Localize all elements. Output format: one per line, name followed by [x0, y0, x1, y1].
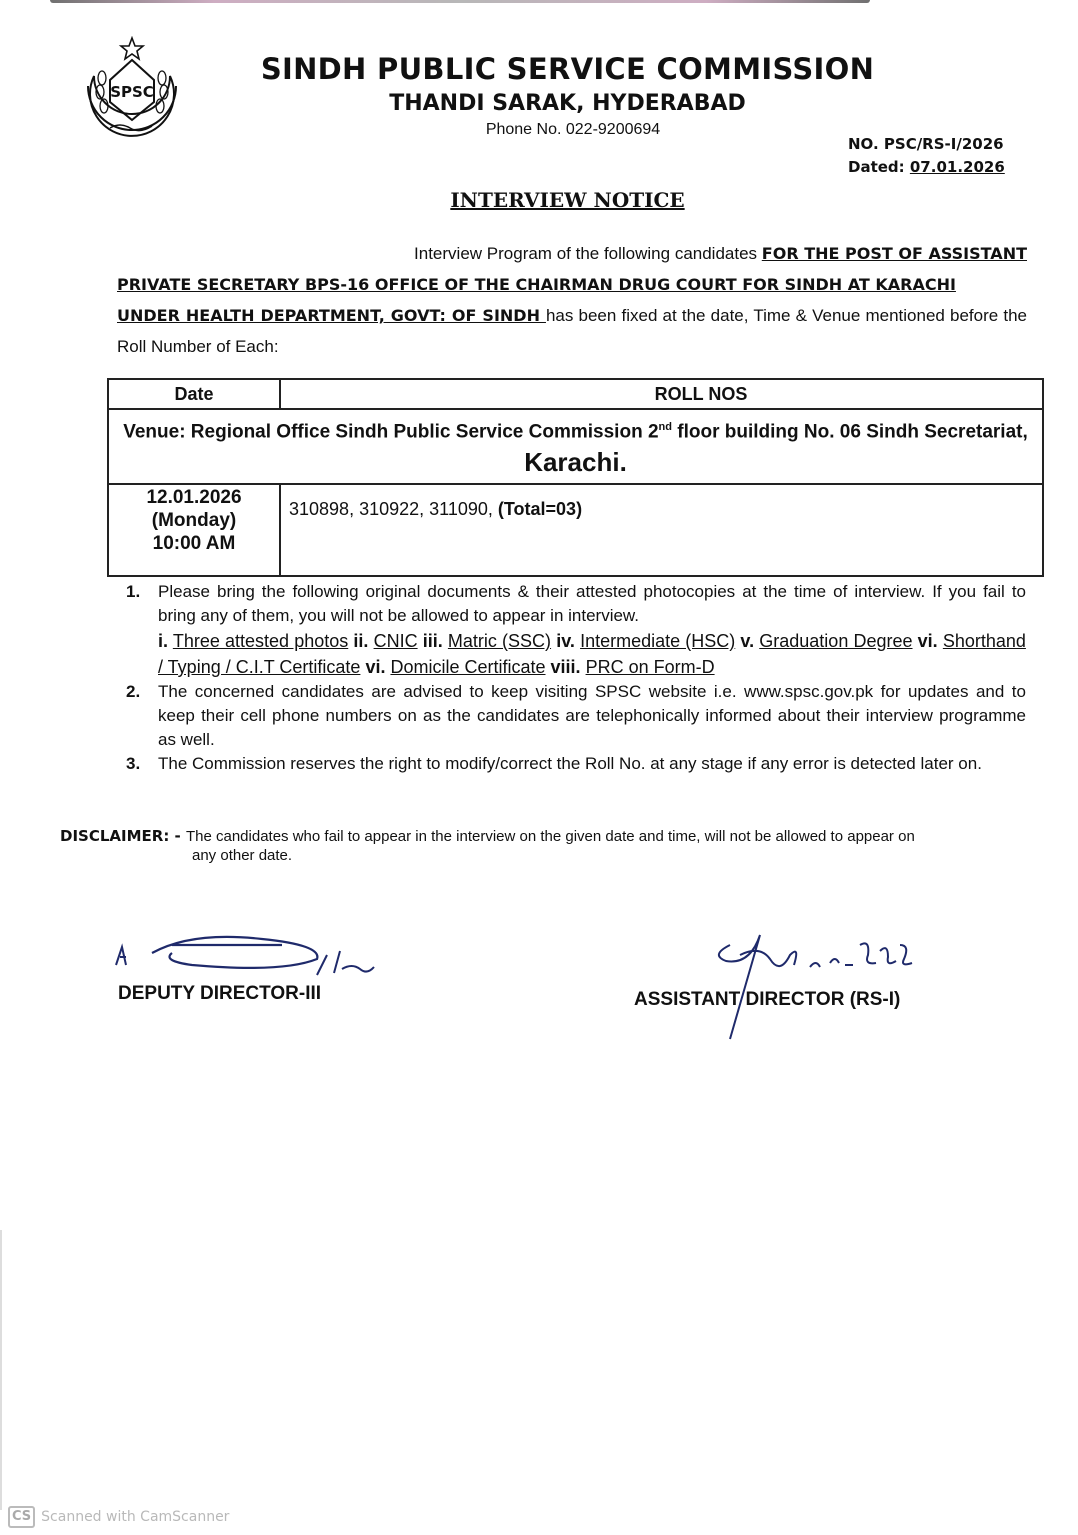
doc-label: CNIC	[373, 631, 418, 651]
doc-label: Graduation Degree	[759, 631, 913, 651]
reference-number: NO. PSC/RS-I/2026	[848, 135, 1004, 153]
deputy-director-title: DEPUTY DIRECTOR-III	[118, 983, 322, 1004]
deputy-director-signature-icon	[112, 925, 412, 985]
interview-time: 10:00 AM	[152, 533, 236, 555]
post-title-part1: FOR THE POST OF ASSISTANT	[761, 244, 1027, 263]
disclaimer-text: The candidates who fail to appear in the interview on the given date and time, will not be allowed to appear on	[185, 828, 915, 845]
roll-total: (Total=03)	[497, 499, 583, 520]
doc-marker: vi.	[365, 657, 386, 677]
disclaimer	[60, 827, 990, 865]
doc-label: Shorthand / Typing / C.I.T Certificate	[158, 631, 1026, 677]
instruction-item	[126, 580, 1026, 680]
camscanner-logo-icon: CS	[8, 1506, 35, 1528]
svg-text:SPSC: SPSC	[110, 83, 154, 101]
reference-block	[848, 133, 1005, 179]
instruction-number: 2.	[126, 682, 141, 701]
camscanner-watermark	[8, 1506, 229, 1528]
instructions-list	[126, 580, 1026, 776]
dated-value: 07.01.2026	[909, 158, 1005, 176]
doc-label: Matric (SSC)	[447, 631, 552, 651]
venue-cell	[108, 409, 1043, 484]
assistant-director-title: ASSISTANT DIRECTOR (RS-I)	[634, 989, 901, 1010]
doc-label: Three attested photos	[172, 631, 349, 651]
instruction-text: Please bring the following original documents & their attested photocopies at the time of interview. If you fail to bring any of them, you will not be allowed to appear in interview.	[158, 582, 1026, 625]
date-cell	[108, 484, 280, 576]
disclaimer-text-cont: any other date.	[192, 847, 293, 864]
scan-edge-artifact	[50, 0, 870, 3]
table-row	[108, 484, 1043, 576]
header-date: Date	[108, 379, 280, 409]
dated-label: Dated:	[848, 158, 910, 176]
post-title-part2: PRIVATE SECRETARY BPS-16 OFFICE OF THE CHAIRMAN DRUG COURT FOR SINDH AT KARACHI	[117, 275, 956, 294]
commission-address: THANDI SARAK, HYDERABAD	[389, 91, 746, 116]
interview-schedule-table	[107, 378, 1044, 577]
intro-tail-text: has been fixed at the date, Time & Venue mentioned before the Roll Number of Each:	[117, 306, 1027, 356]
doc-marker: iii.	[422, 631, 443, 651]
table-header-row	[108, 379, 1043, 409]
intro-lead-line	[117, 238, 1027, 269]
roll-numbers: 310898, 310922, 311090,	[289, 499, 498, 520]
instruction-text: The Commission reserves the right to modify/correct the Roll No. at any stage if any error is detected later on.	[158, 754, 982, 773]
documents-list	[158, 628, 1026, 680]
doc-marker: v.	[740, 631, 755, 651]
instruction-item	[126, 752, 1026, 776]
camscanner-text: Scanned with CamScanner	[41, 1509, 230, 1525]
instruction-number: 3.	[126, 754, 141, 773]
interview-date: 12.01.2026	[146, 487, 242, 509]
doc-marker: iv.	[556, 631, 575, 651]
doc-marker: i.	[158, 631, 169, 651]
doc-marker: viii.	[550, 657, 581, 677]
notice-title: INTERVIEW NOTICE	[450, 188, 685, 212]
scan-edge-artifact	[0, 1230, 2, 1510]
doc-label: Domicile Certificate	[390, 657, 546, 677]
doc-marker: vi.	[917, 631, 938, 651]
disclaimer-label: DISCLAIMER: -	[60, 827, 186, 845]
venue-superscript: nd	[658, 421, 672, 433]
commission-title: SINDH PUBLIC SERVICE COMMISSION	[260, 52, 875, 86]
venue-text: Venue: Regional Office Sindh Public Service Commission 2	[123, 421, 659, 443]
roll-numbers-cell	[280, 484, 1043, 576]
doc-marker: ii.	[353, 631, 369, 651]
venue-text-mid: floor building No. 06 Sindh Secretariat,	[671, 421, 1028, 443]
doc-label: PRC on Form-D	[585, 657, 715, 677]
header-roll-nos: ROLL NOS	[280, 379, 1043, 409]
dated-line	[848, 156, 1005, 179]
instruction-number: 1.	[126, 582, 141, 601]
instruction-text: The concerned candidates are advised to keep visiting SPSC website i.e. www.spsc.gov.pk for updates and to keep their cell phone numbers on as the candidates are telephonically informed about their interview programme as well.	[158, 682, 1026, 749]
interview-day: (Monday)	[151, 510, 237, 532]
venue-city: Karachi.	[524, 447, 627, 478]
commission-phone: Phone No. 022-9200694	[485, 121, 661, 138]
post-title-part3: UNDER HEALTH DEPARTMENT, GOVT: OF SINDH	[117, 306, 546, 325]
intro-paragraph	[117, 238, 1027, 362]
intro-lead-text: Interview Program of the following candidates	[414, 244, 762, 263]
assistant-director-signature-icon	[690, 915, 930, 1045]
doc-label: Intermediate (HSC)	[580, 631, 736, 651]
venue-row	[108, 409, 1043, 484]
instruction-item	[126, 680, 1026, 752]
